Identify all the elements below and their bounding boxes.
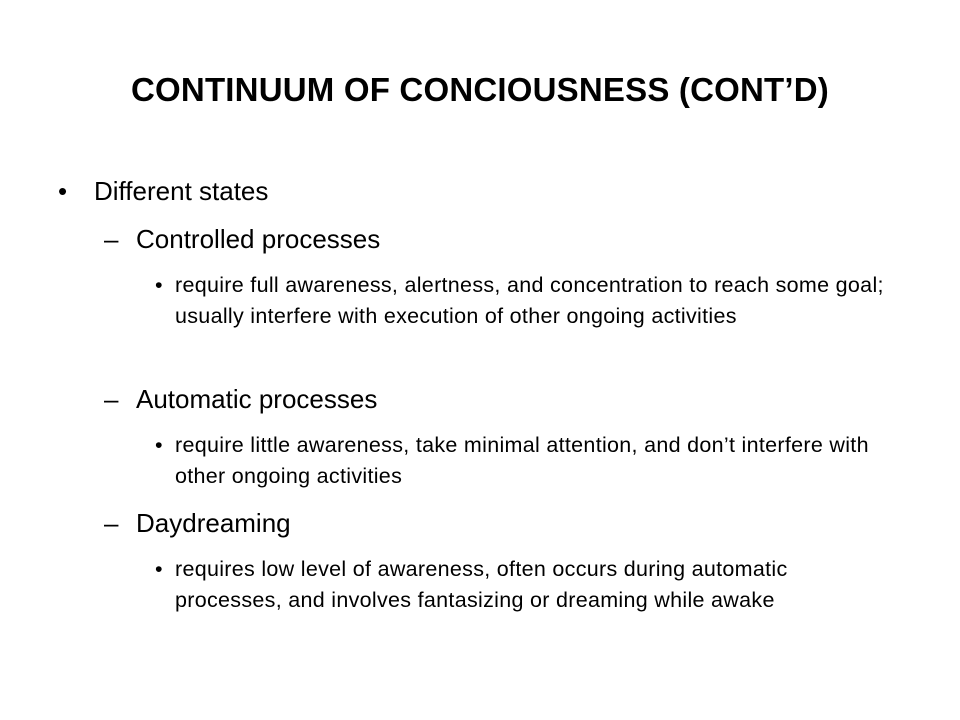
sub-item-text: Controlled processes [136, 224, 381, 254]
detail-text: require little awareness, take minimal attention, and don’t interfere with other ongoing activities [175, 433, 869, 488]
detail-text: requires low level of awareness, often occurs during automatic processes, and involves fantasizing or dreaming while awake [175, 557, 788, 612]
dash-marker: – [104, 508, 119, 538]
detail-text: require full awareness, alertness, and concentration to reach some goal; usually interfere with execution of other ongoing activities [175, 273, 884, 328]
detail-bullet-marker: • [155, 433, 163, 457]
slide-title: CONTINUUM OF CONCIOUSNESS (CONT’D) [131, 71, 829, 108]
dash-marker: – [104, 224, 119, 254]
detail-bullet-marker: • [155, 557, 163, 581]
bullet-marker: • [58, 176, 68, 206]
sub-item-text: Automatic processes [136, 384, 378, 414]
bullet-text: Different states [94, 176, 269, 206]
detail-bullet-marker: • [155, 273, 163, 297]
dash-marker: – [104, 384, 119, 414]
sub-item-text: Daydreaming [136, 508, 291, 538]
